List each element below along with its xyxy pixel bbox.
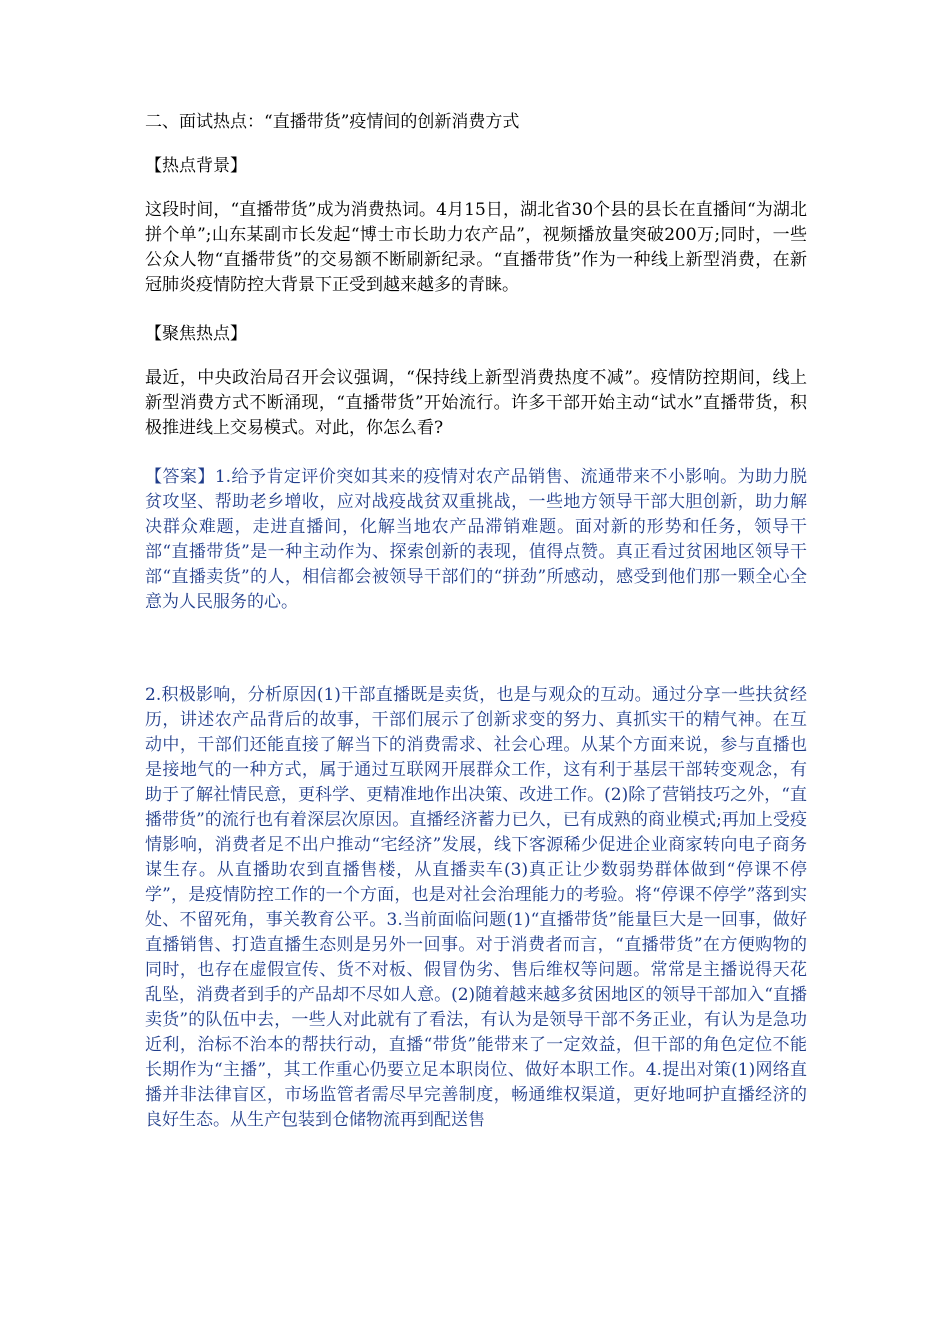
document-title: 二、面试热点：“直播带货”疫情间的创新消费方式 [145,112,520,132]
section-spacer [145,639,807,683]
background-label: 【热点背景】 [145,156,247,176]
document-page [145,110,807,1157]
background-paragraph: 这段时间，“直播带货”成为消费热词。4月15日，湖北省30个县的县长在直播间“为湖北拼个单”;山东某副市长发起“博士市长助力农产品”，视频播放量突破200万;同时，一些公众人物“直播带货”的交易额不断刷新纪录。“直播带货”作为一种线上新型消费，在新冠肺炎疫情防控大背景下正受到越来越多的青睐。 [145,200,807,295]
focus-label: 【聚焦热点】 [145,324,247,344]
focus-paragraph: 最近，中央政治局召开会议强调，“保持线上新型消费热度不减”。疫情防控期间，线上新型消费方式不断涌现，“直播带货”开始流行。许多干部开始主动“试水”直播带货，积极推进线上交易模式。对此，你怎么看? [145,368,807,438]
answer-part-1: 【答案】1.给予肯定评价突如其来的疫情对农产品销售、流通带来不小影响。为助力脱贫攻坚、帮助老乡增收，应对战疫战贫双重挑战，一些地方领导干部大胆创新，助力解决群众难题，走进直播间，化解当地农产品滞销难题。面对新的形势和任务，领导干部“直播带货”是一种主动作为、探索创新的表现，值得点赞。真正看过贫困地区领导干部“直播卖货”的人，相信都会被领导干部们的“拼劲”所感动，感受到他们那一颗全心全意为人民服务的心。 [145,467,807,612]
answer-part-2: 2.积极影响，分析原因(1)干部直播既是卖货，也是与观众的互动。通过分享一些扶贫经历，讲述农产品背后的故事，干部们展示了创新求变的努力、真抓实干的精气神。在互动中，干部们还能直接了解当下的消费需求、社会心理。从某个方面来说，参与直播也是接地气的一种方式，属于通过互联网开展群众工作，这有利于基层干部转变观念，有助于了解社情民意，更科学、更精准地作出决策、改进工作。(2)除了营销技巧之外，“直播带货”的流行也有着深层次原因。直播经济蓄力已久，已有成熟的商业模式;再加上受疫情影响，消费者足不出户推动“宅经济”发展，线下客源稀少促进企业商家转向电子商务谋生存。从直播助农到直播售楼，从直播卖车(3)真正让少数弱势群体做到“停课不停学”，是疫情防控工作的一个方面，也是对社会治理能力的考验。将“停课不停学”落到实处、不留死角，事关教育公平。3.当前面临问题(1)“直播带货”能量巨大是一回事，做好直播销售、打造直播生态则是另外一回事。对于消费者而言，“直播带货”在方便购物的同时，也存在虚假宣传、货不对板、假冒伪劣、售后维权等问题。常常是主播说得天花乱坠，消费者到手的产品却不尽如人意。(2)随着越来越多贫困地区的领导干部加入“直播卖货”的队伍中去，一些人对此就有了看法，有认为是领导干部不务正业，有认为是急功近利，治标不治本的帮扶行动，直播“带货”能带来了一定效益，但干部的角色定位不能长期作为“主播”，其工作重心仍要立足本职岗位、做好本职工作。4.提出对策(1)网络直播并非法律盲区，市场监管者需尽早完善制度，畅通维权渠道，更好地呵护直播经济的良好生态。从生产包装到仓储物流再到配送售 [145,685,807,1130]
